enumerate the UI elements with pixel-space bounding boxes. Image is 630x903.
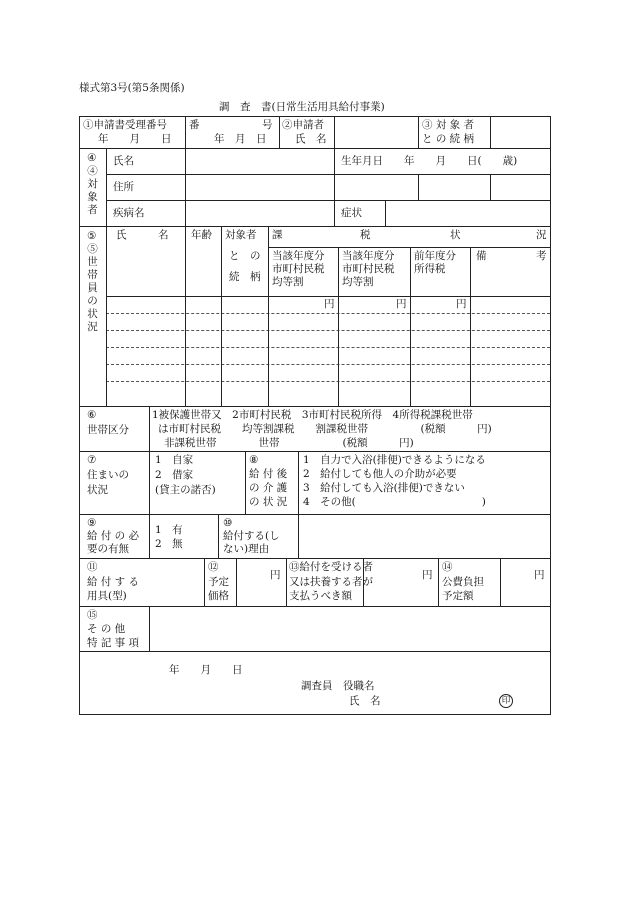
relationship-label-1: ③ 対 象 者 xyxy=(422,119,475,131)
household-yen-3: 円 xyxy=(456,298,467,310)
investigator-label: 調査員 役職名 xyxy=(301,680,375,692)
number-label-ban: 番 xyxy=(189,119,200,131)
household-col-tax-d: 況 xyxy=(536,229,547,241)
category-label: 世帯区分 xyxy=(87,424,129,436)
notes-num: ⑮ xyxy=(87,609,98,621)
household-col-rel-1: 対象者 xyxy=(225,229,257,241)
household-col-age: 年齢 xyxy=(191,229,212,241)
household-sub2-l2: 市町村民税 xyxy=(342,263,395,275)
category-num: ⑥ xyxy=(87,409,97,421)
household-col-tax-a: 課 xyxy=(272,229,283,241)
residence-label-1: 住まいの xyxy=(87,469,129,481)
subject-name-label: 氏名 xyxy=(113,155,134,167)
equipment-label-2: 用具(型) xyxy=(87,590,127,602)
residence-num: ⑦ xyxy=(87,454,97,466)
reason-label-1: 給付する(し xyxy=(223,530,280,542)
subject-disease-label: 疾病名 xyxy=(113,207,145,219)
care-label-3: の 状 況 xyxy=(249,496,288,508)
price-label-1: 予定 xyxy=(208,576,229,588)
household-col-rel-3: 続 柄 xyxy=(229,271,261,283)
reason-num: ⑩ xyxy=(223,517,233,529)
investigator-name-label: 氏 名 xyxy=(349,695,381,707)
public-label-2: 予定額 xyxy=(442,590,474,602)
applicant-label: ②申請者 xyxy=(282,119,324,131)
payer-label-3: 支払うべき額 xyxy=(289,590,352,602)
category-line-1: 1被保護世帯又 2市町村民税 3市町村民税所得 4所得税課税世帯 xyxy=(152,409,473,421)
applicant-name-label: 氏 名 xyxy=(295,133,327,145)
household-yen-2: 円 xyxy=(396,298,407,310)
household-sub1-l3: 均等割 xyxy=(272,276,304,288)
household-note-a: 備 xyxy=(476,250,487,262)
residence-opt-1: 1 自家 xyxy=(155,454,194,466)
receipt-date-label: 年 月 日 xyxy=(98,133,172,145)
price-label-2: 価格 xyxy=(208,590,229,602)
payer-label-2: 又は扶養する者が xyxy=(289,576,373,588)
relationship-label-2: と の 続 柄 xyxy=(422,133,475,145)
household-sub2-l3: 均等割 xyxy=(342,276,374,288)
household-col-tax-b: 税 xyxy=(360,229,371,241)
household-sub2-l1: 当該年度分 xyxy=(342,250,395,262)
residence-label-2: 状況 xyxy=(87,484,108,496)
notes-label-1: そ の 他 xyxy=(87,623,126,635)
necessity-label-2: 要の有無 xyxy=(87,543,129,555)
receipt-number-label: ①申請書受理番号 xyxy=(83,119,167,131)
residence-opt-3: (貸主の諾否) xyxy=(155,484,216,496)
care-label-2: の 介 護 xyxy=(249,482,288,494)
necessity-opt-2: 2 無 xyxy=(155,538,183,550)
necessity-label-1: 給 付 の 必 xyxy=(87,530,140,542)
category-line-2: は市町村民税 均等割課税 割課税世帯 (税額 円) xyxy=(158,423,492,435)
care-label-1: 給 付 後 xyxy=(249,468,288,480)
equipment-label-1: 給 付 す る xyxy=(87,576,140,588)
household-sub1-l1: 当該年度分 xyxy=(272,250,325,262)
household-yen-1: 円 xyxy=(324,298,335,310)
household-sub1-l2: 市町村民税 xyxy=(272,263,325,275)
subject-num: ④ xyxy=(87,152,97,164)
footer-date: 年 月 日 xyxy=(169,664,243,676)
number-label-go: 号 xyxy=(262,119,273,131)
household-col-rel-2: と の xyxy=(229,250,261,262)
category-line-3: 非課税世帯 世帯 (税額 円) xyxy=(164,437,414,449)
notes-label-2: 特 記 事 項 xyxy=(87,637,140,649)
form-title: 調 査 書(日常生活用具給付事業) xyxy=(219,101,385,113)
care-opt-3: 3 給付しても入浴(排便)できない xyxy=(303,482,465,494)
subject-label: ④対象者 xyxy=(87,165,98,216)
payer-yen: 円 xyxy=(422,569,433,581)
survey-form-table xyxy=(79,116,551,715)
household-col-name: 氏 名 xyxy=(116,229,169,241)
household-label: ⑤世帯員の状況 xyxy=(87,243,98,333)
care-opt-2: 2 給付しても他人の介助が必要 xyxy=(303,468,457,480)
care-num: ⑧ xyxy=(249,454,259,466)
form-number: 様式第3号(第5条関係) xyxy=(79,82,185,94)
subject-address-label: 住所 xyxy=(113,181,134,193)
care-opt-4: 4 その他( ) xyxy=(303,496,486,508)
seal-mark: 印 xyxy=(499,694,513,708)
residence-opt-2: 2 借家 xyxy=(155,469,194,481)
subject-dob-label: 生年月日 年 月 日( 歳) xyxy=(341,155,518,167)
household-sub3-l1: 前年度分 xyxy=(414,250,456,262)
necessity-opt-1: 1 有 xyxy=(155,524,183,536)
household-num: ⑤ xyxy=(87,230,97,242)
reason-label-2: ない)理由 xyxy=(223,543,270,555)
public-num: ⑭ xyxy=(442,561,453,573)
household-sub3-l2: 所得税 xyxy=(414,263,446,275)
household-note-b: 考 xyxy=(536,250,547,262)
necessity-num: ⑨ xyxy=(87,517,97,529)
public-label-1: 公費負担 xyxy=(442,576,484,588)
price-yen: 円 xyxy=(270,569,281,581)
payer-label-1: ⑬給付を受ける者 xyxy=(289,561,373,573)
subject-symptoms-label: 症状 xyxy=(341,207,362,219)
number-date-label: 年 月 日 xyxy=(214,133,267,145)
equipment-num: ⑪ xyxy=(87,561,98,573)
care-opt-1: 1 自力で入浴(排便)できるようになる xyxy=(303,454,486,466)
public-yen: 円 xyxy=(534,569,545,581)
household-col-tax-c: 状 xyxy=(450,229,461,241)
price-num: ⑫ xyxy=(208,561,219,573)
